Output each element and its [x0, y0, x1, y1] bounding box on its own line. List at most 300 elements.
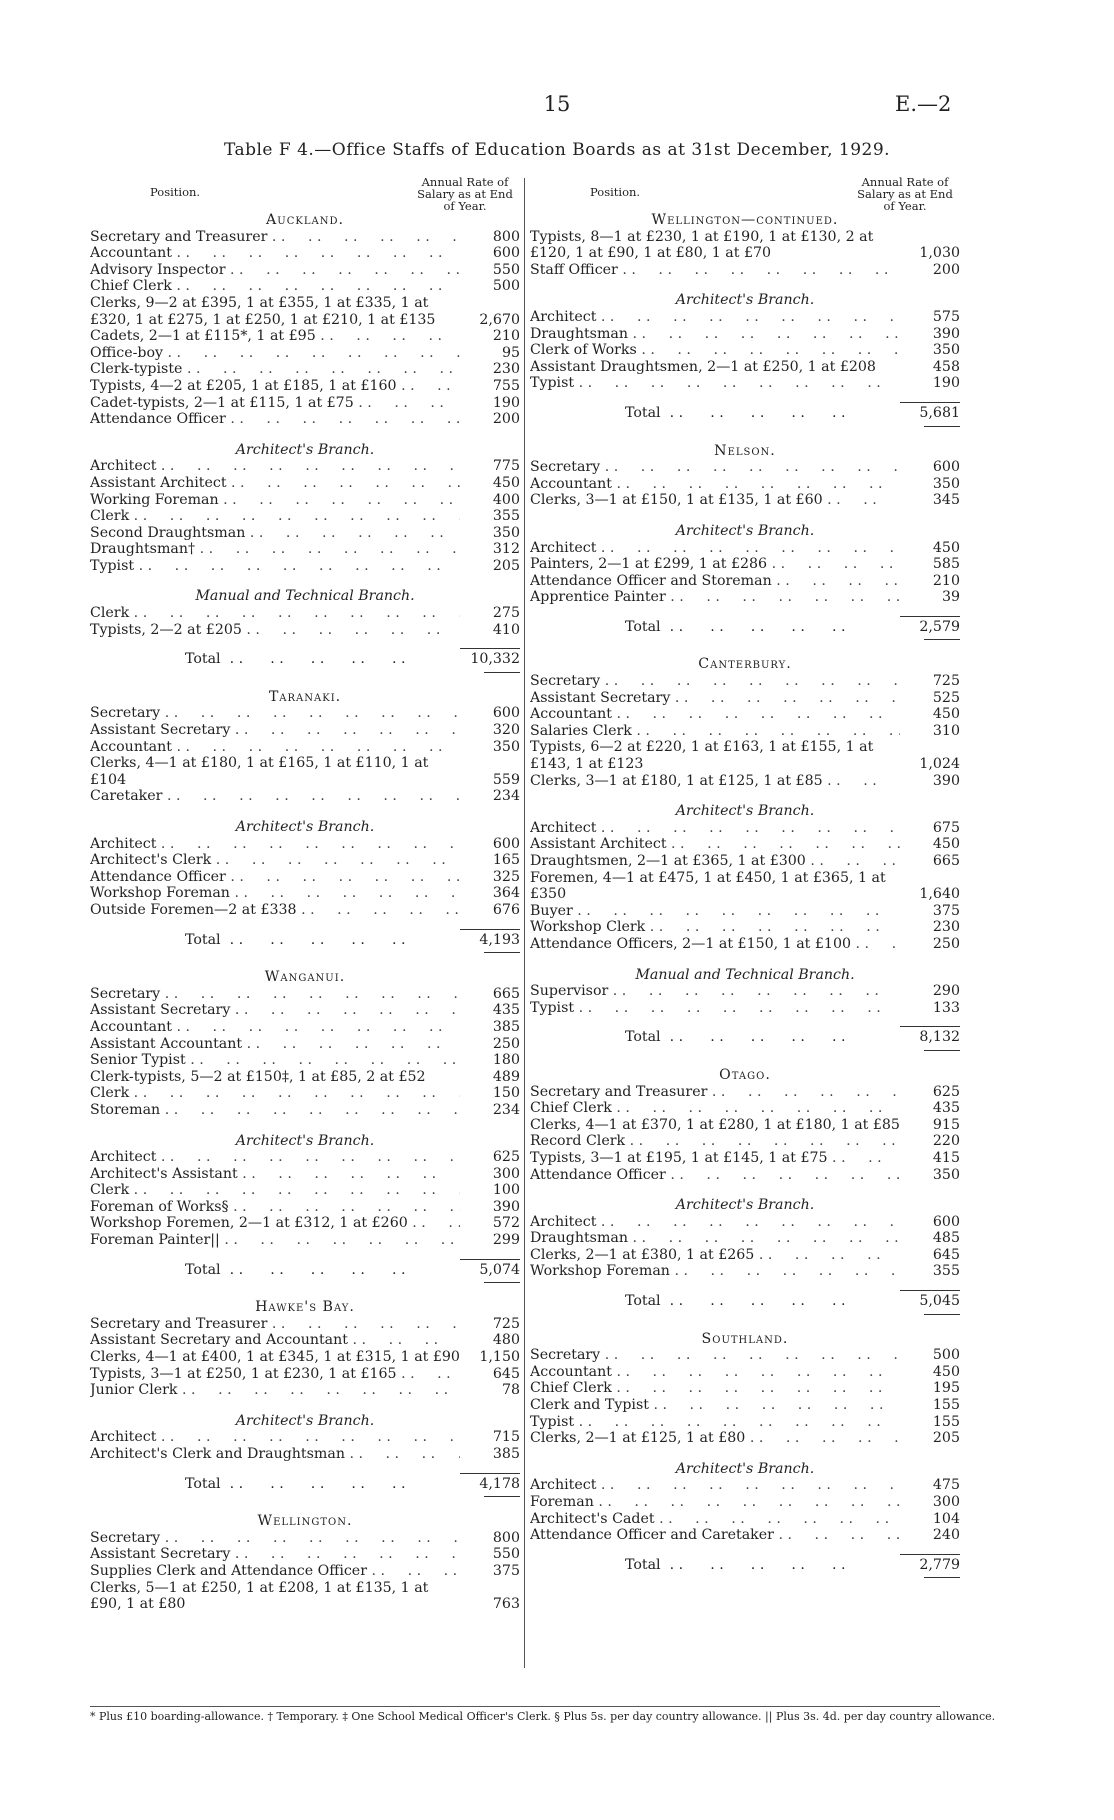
salary-value: 489	[492, 1068, 520, 1085]
salary-value: 210	[492, 328, 520, 345]
table-row	[90, 1085, 520, 1102]
total-row	[530, 1026, 960, 1046]
branch-heading: Manual and Technical Branch.	[195, 588, 415, 605]
total-value: 8,132	[900, 1026, 960, 1046]
salary-value: 755	[492, 377, 520, 394]
position-label: Attendance Officer . .	[530, 1167, 900, 1184]
salary-value: 485	[932, 1230, 960, 1247]
document-code: E.—2	[895, 92, 952, 116]
total-label: Total . .	[530, 1293, 900, 1310]
table-row	[530, 1117, 960, 1134]
table-row	[90, 1182, 520, 1199]
board-heading: Taranaki.	[268, 688, 342, 705]
position-label: Typists, 4—2 at £205, 1 at £185, 1 at £160 . .	[90, 378, 460, 395]
position-label: Architect . .	[90, 1429, 460, 1446]
salary-value: 100	[492, 1182, 520, 1199]
table-row	[530, 1380, 960, 1397]
table-row	[530, 589, 960, 606]
table-row	[90, 1366, 520, 1383]
total-rule	[484, 1282, 520, 1283]
total-rule	[924, 1577, 960, 1578]
position-label: Supplies Clerk and Attendance Officer . .	[90, 1563, 460, 1580]
salary-value: 355	[932, 1263, 960, 1280]
footnote-rule	[90, 1706, 940, 1707]
position-label: Typists, 3—1 at £195, 1 at £145, 1 at £75 . .	[530, 1150, 900, 1167]
salary-value: 550	[492, 261, 520, 278]
table-row	[90, 1149, 520, 1166]
position-label: Second Draughtsman . .	[90, 525, 460, 542]
table-row	[530, 1230, 960, 1247]
total-label: Total . .	[90, 932, 460, 949]
total-row	[530, 616, 960, 636]
total-value: 5,074	[460, 1259, 520, 1279]
salary-value: 475	[932, 1477, 960, 1494]
branch-heading: Architect's Branch.	[675, 292, 815, 309]
table-row	[90, 1563, 520, 1580]
position-label: Architect . .	[90, 458, 460, 475]
branch-heading: Architect's Branch.	[235, 441, 375, 458]
table-row	[90, 1316, 520, 1333]
salary-value: 550	[492, 1546, 520, 1563]
salary-value: 625	[492, 1149, 520, 1166]
right-column	[530, 174, 960, 1578]
total-rule	[924, 639, 960, 640]
position-label: Clerk of Works . .	[530, 342, 900, 359]
salary-value: 400	[492, 491, 520, 508]
salary-value: 675	[932, 819, 960, 836]
board-heading: Southland.	[701, 1330, 789, 1347]
position-label: Cadets, 2—1 at £115*, 1 at £95 . .	[90, 328, 460, 345]
salary-value: 190	[932, 375, 960, 392]
salary-value: 575	[932, 308, 960, 325]
salary-value: 150	[492, 1085, 520, 1102]
position-label: Architect's Assistant . .	[90, 1166, 460, 1183]
salary-value: 320	[492, 722, 520, 739]
salary-header: Annual Rate of Salary as at End of Year.	[417, 175, 513, 213]
position-label: Salaries Clerk . .	[530, 723, 900, 740]
position-label: Storeman . .	[90, 1102, 460, 1119]
salary-value: 1,024	[919, 756, 960, 773]
position-label: Clerks, 4—1 at £400, 1 at £345, 1 at £315, 1 at £90	[90, 1349, 460, 1366]
left-column-body	[90, 212, 520, 1613]
position-label: Clerk and Typist . .	[530, 1397, 900, 1414]
salary-value: 155	[932, 1397, 960, 1414]
total-rule	[924, 1050, 960, 1051]
position-label: Junior Clerk . .	[90, 1382, 460, 1399]
table-row	[90, 458, 520, 475]
salary-value: 250	[932, 935, 960, 952]
salary-value: 78	[501, 1382, 520, 1399]
salary-value: 200	[492, 411, 520, 428]
position-label: Architect's Clerk . .	[90, 852, 460, 869]
table-row	[530, 1084, 960, 1101]
position-header: Position.	[590, 185, 641, 199]
salary-value: 230	[492, 361, 520, 378]
total-label: Total . .	[530, 1557, 900, 1574]
salary-value: 415	[932, 1149, 960, 1166]
table-row	[530, 573, 960, 590]
salary-value: 133	[932, 999, 960, 1016]
position-label: Clerk . .	[90, 1085, 460, 1102]
table-row	[90, 1002, 520, 1019]
table-row	[530, 459, 960, 476]
board-heading: Hawke's Bay.	[255, 1299, 355, 1316]
table-row	[530, 476, 960, 493]
position-label: Assistant Secretary . .	[90, 722, 460, 739]
position-label: Clerks, 5—1 at £250, 1 at £208, 1 at £135, 1 at £90, 1 at £80	[90, 1579, 429, 1613]
salary-value: 210	[932, 572, 960, 589]
position-label: Secretary . .	[530, 1347, 900, 1364]
table-row	[90, 1215, 520, 1232]
total-value: 5,681	[900, 402, 960, 422]
position-label: Working Foreman . .	[90, 492, 460, 509]
table-row	[90, 541, 520, 558]
salary-value: 180	[492, 1052, 520, 1069]
position-label: Assistant Draughtsmen, 2—1 at £250, 1 at £208	[530, 358, 876, 375]
table-row	[90, 1069, 520, 1086]
total-row	[90, 1259, 520, 1279]
table-row	[530, 359, 960, 376]
salary-value: 165	[492, 852, 520, 869]
salary-value: 600	[492, 835, 520, 852]
salary-value: 350	[492, 738, 520, 755]
position-label: Assistant Architect . .	[90, 475, 460, 492]
position-label: Apprentice Painter . .	[530, 589, 900, 606]
table-row	[530, 903, 960, 920]
footnotes: * Plus £10 boarding-allowance. † Temporary. ‡ One School Medical Officer's Clerk. § Plus 5s. per day country allowance. || Plus 3s. 4d. per day country allowance.	[90, 1710, 996, 1723]
position-label: Clerk . .	[90, 605, 460, 622]
table-row	[90, 836, 520, 853]
position-label: Foreman . .	[530, 1494, 900, 1511]
position-label: Secretary . .	[90, 986, 460, 1003]
position-label: Chief Clerk . .	[90, 278, 460, 295]
table-row	[530, 1527, 960, 1544]
table-row	[530, 919, 960, 936]
table-row	[530, 342, 960, 359]
salary-value: 435	[492, 1002, 520, 1019]
table-row	[90, 705, 520, 722]
salary-value: 375	[932, 902, 960, 919]
position-label: Clerks, 2—1 at £380, 1 at £265 . .	[530, 1247, 900, 1264]
board-heading: Auckland.	[266, 212, 344, 228]
salary-value: 250	[492, 1035, 520, 1052]
total-row	[90, 929, 520, 949]
table-row	[530, 1000, 960, 1017]
salary-value: 95	[501, 344, 520, 361]
position-label: Draughtsmen, 2—1 at £365, 1 at £300 . .	[530, 853, 900, 870]
salary-value: 800	[492, 228, 520, 245]
board-heading: Wellington.	[257, 1513, 353, 1530]
table-row	[530, 773, 960, 790]
position-label: Architect . .	[530, 1214, 900, 1231]
table-row	[530, 1100, 960, 1117]
table-row	[90, 605, 520, 622]
total-row	[530, 1290, 960, 1310]
table-row	[90, 492, 520, 509]
position-label: Buyer . .	[530, 903, 900, 920]
salary-value: 39	[941, 589, 960, 606]
salary-value: 195	[932, 1380, 960, 1397]
table-row	[90, 885, 520, 902]
position-label: Architect . .	[530, 540, 900, 557]
salary-value: 205	[492, 557, 520, 574]
position-label: Secretary and Treasurer . .	[90, 229, 460, 246]
position-label: Clerks, 3—1 at £150, 1 at £135, 1 at £60 . .	[530, 492, 900, 509]
table-row	[530, 1150, 960, 1167]
page-number: 15	[543, 92, 571, 116]
board-heading: Otago.	[719, 1066, 771, 1083]
table-row	[530, 983, 960, 1000]
table-row	[90, 1036, 520, 1053]
salary-value: 312	[492, 541, 520, 558]
table-row	[90, 1446, 520, 1463]
position-label: Architect's Cadet . .	[530, 1511, 900, 1528]
salary-value: 450	[492, 474, 520, 491]
table-row	[530, 1494, 960, 1511]
board-heading: Wellington—continued.	[651, 212, 839, 228]
total-rule	[484, 1496, 520, 1497]
position-label: Secretary . .	[530, 673, 900, 690]
position-label: Draughtsman† . .	[90, 541, 460, 558]
table-row	[90, 1349, 520, 1366]
position-label: Architect . .	[90, 836, 460, 853]
salary-value: 410	[492, 621, 520, 638]
table-row	[530, 1397, 960, 1414]
table-row	[90, 1232, 520, 1249]
table-row	[90, 902, 520, 919]
salary-value: 364	[492, 885, 520, 902]
position-label: Painters, 2—1 at £299, 1 at £286 . .	[530, 556, 900, 573]
position-label: Clerks, 2—1 at £125, 1 at £80 . .	[530, 1430, 900, 1447]
salary-value: 390	[932, 772, 960, 789]
position-label: Assistant Secretary . .	[90, 1546, 460, 1563]
board-heading: Nelson.	[714, 442, 776, 459]
position-label: Clerks, 4—1 at £180, 1 at £165, 1 at £110, 1 at £104	[90, 755, 429, 788]
salary-value: 190	[492, 394, 520, 411]
table-row	[90, 361, 520, 378]
table-row	[90, 245, 520, 262]
table-row	[90, 262, 520, 279]
salary-value: 390	[492, 1198, 520, 1215]
position-label: Workshop Foremen, 2—1 at £312, 1 at £260 . .	[90, 1215, 460, 1232]
position-label: Accountant . .	[530, 1364, 900, 1381]
position-label: Accountant . .	[530, 706, 900, 723]
table-row	[530, 853, 960, 870]
salary-value: 763	[492, 1596, 520, 1613]
salary-value: 205	[932, 1430, 960, 1447]
total-rule	[924, 426, 960, 427]
position-label: Architect . .	[530, 1477, 900, 1494]
salary-value: 525	[932, 689, 960, 706]
salary-value: 299	[492, 1232, 520, 1249]
salary-value: 385	[492, 1446, 520, 1462]
position-label: Attendance Officer . .	[90, 869, 460, 886]
table-row	[530, 1347, 960, 1364]
table-row	[530, 540, 960, 557]
salary-value: 300	[492, 1165, 520, 1182]
table-row	[530, 309, 960, 326]
salary-value: 350	[492, 524, 520, 541]
salary-value: 104	[932, 1510, 960, 1527]
column-header	[90, 174, 520, 212]
position-label: Typist . .	[530, 1000, 900, 1017]
position-label: Typists, 2—2 at £205 . .	[90, 622, 460, 639]
position-label: Chief Clerk . .	[530, 1380, 900, 1397]
salary-value: 350	[932, 475, 960, 492]
left-column	[90, 174, 520, 1613]
salary-value: 450	[932, 539, 960, 556]
total-row	[90, 1473, 520, 1493]
total-value: 4,178	[460, 1473, 520, 1493]
table-row	[530, 690, 960, 707]
total-row	[530, 1554, 960, 1574]
salary-value: 450	[932, 836, 960, 853]
salary-value: 775	[492, 458, 520, 475]
table-row	[90, 395, 520, 412]
position-label: Outside Foremen—2 at £338 . .	[90, 902, 460, 919]
table-row	[90, 411, 520, 428]
position-label: Workshop Foreman . .	[530, 1263, 900, 1280]
salary-value: 500	[492, 278, 520, 295]
position-label: Caretaker . .	[90, 788, 460, 805]
salary-value: 240	[932, 1527, 960, 1544]
salary-value: 450	[932, 1363, 960, 1380]
column-divider	[524, 178, 525, 1668]
branch-heading: Architect's Branch.	[235, 1412, 375, 1429]
total-label: Total . .	[530, 405, 900, 422]
salary-value: 665	[932, 853, 960, 869]
table-row	[90, 508, 520, 525]
salary-value: 500	[932, 1347, 960, 1364]
position-label: Assistant Architect . .	[530, 836, 900, 853]
position-header: Position.	[150, 185, 201, 199]
salary-value: 230	[932, 919, 960, 936]
salary-value: 600	[492, 705, 520, 722]
salary-value: 665	[492, 985, 520, 1002]
salary-value: 725	[492, 1315, 520, 1332]
position-label: Supervisor . .	[530, 983, 900, 1000]
salary-value: 275	[492, 605, 520, 622]
table-row	[90, 1332, 520, 1349]
position-label: Record Clerk . .	[530, 1133, 900, 1150]
table-row	[530, 723, 960, 740]
total-row	[530, 402, 960, 422]
salary-value: 600	[932, 1213, 960, 1230]
table-title: Table F 4.—Office Staffs of Education Boards as at 31st December, 1929.	[223, 140, 891, 160]
position-label: Staff Officer . .	[530, 262, 900, 279]
position-label: Typist . .	[530, 1414, 900, 1431]
table-row	[90, 558, 520, 575]
table-row	[90, 295, 520, 328]
branch-heading: Architect's Branch.	[675, 1460, 815, 1477]
table-row	[90, 755, 520, 788]
position-label: Office-boy . .	[90, 345, 460, 362]
table-row	[90, 869, 520, 886]
salary-value: 234	[492, 1101, 520, 1118]
position-label: Typists, 3—1 at £250, 1 at £230, 1 at £165 . .	[90, 1366, 460, 1383]
table-row	[90, 475, 520, 492]
position-label: Assistant Secretary . .	[90, 1002, 460, 1019]
table-row	[90, 1546, 520, 1563]
position-label: Foreman of Works§ . .	[90, 1199, 460, 1216]
position-label: Clerk-typiste . .	[90, 361, 460, 378]
table-row	[90, 229, 520, 246]
table-row	[90, 345, 520, 362]
salary-value: 355	[492, 508, 520, 525]
total-label: Total . .	[530, 619, 900, 636]
salary-value: 200	[932, 261, 960, 278]
salary-value: 435	[932, 1100, 960, 1117]
table-row	[530, 673, 960, 690]
table-row	[90, 852, 520, 869]
salary-value: 600	[492, 245, 520, 262]
salary-value: 220	[932, 1133, 960, 1150]
salary-value: 480	[492, 1332, 520, 1349]
salary-value: 572	[492, 1215, 520, 1232]
table-row	[90, 739, 520, 756]
table-row	[90, 1102, 520, 1119]
total-rule	[924, 1314, 960, 1315]
table-row	[90, 378, 520, 395]
total-value: 2,579	[900, 616, 960, 636]
position-label: Secretary and Treasurer . .	[530, 1084, 900, 1101]
table-row	[90, 1166, 520, 1183]
table-row	[530, 1430, 960, 1447]
table-row	[530, 706, 960, 723]
salary-value: 715	[492, 1429, 520, 1446]
branch-heading: Architect's Branch.	[675, 1197, 815, 1214]
table-row	[530, 1511, 960, 1528]
salary-value: 2,670	[479, 311, 520, 328]
position-label: Secretary . .	[90, 705, 460, 722]
salary-value: 390	[932, 325, 960, 342]
position-label: Architect . .	[530, 820, 900, 837]
salary-value: 800	[492, 1529, 520, 1546]
total-rule	[484, 952, 520, 953]
salary-value: 600	[932, 459, 960, 476]
position-label: Architect . .	[530, 309, 900, 326]
salary-value: 676	[492, 901, 520, 918]
position-label: Architect . .	[90, 1149, 460, 1166]
table-row	[530, 1133, 960, 1150]
table-row	[90, 1530, 520, 1547]
position-label: Accountant . .	[90, 245, 460, 262]
salary-value: 915	[932, 1116, 960, 1133]
board-heading: Canterbury.	[698, 656, 792, 673]
salary-value: 385	[492, 1018, 520, 1035]
table-row	[530, 739, 960, 772]
total-value: 10,332	[460, 648, 520, 668]
salary-header: Annual Rate of Salary as at End of Year.	[857, 175, 953, 213]
total-label: Total . .	[90, 1262, 460, 1279]
table-row	[530, 1263, 960, 1280]
table-row	[90, 1382, 520, 1399]
table-row	[530, 1247, 960, 1264]
table-row	[90, 722, 520, 739]
position-label: Assistant Accountant . .	[90, 1036, 460, 1053]
salary-value: 645	[492, 1365, 520, 1382]
branch-heading: Manual and Technical Branch.	[635, 966, 855, 983]
total-value: 5,045	[900, 1290, 960, 1310]
position-label: Accountant . .	[90, 739, 460, 756]
salary-value: 234	[492, 788, 520, 805]
position-label: Typists, 6—2 at £220, 1 at £163, 1 at £155, 1 at £143, 1 at £123	[530, 739, 874, 773]
table-row	[530, 936, 960, 953]
salary-value: 375	[492, 1562, 520, 1579]
position-label: Workshop Foreman . .	[90, 885, 460, 902]
table-row	[530, 375, 960, 392]
position-label: Clerk . .	[90, 1182, 460, 1199]
